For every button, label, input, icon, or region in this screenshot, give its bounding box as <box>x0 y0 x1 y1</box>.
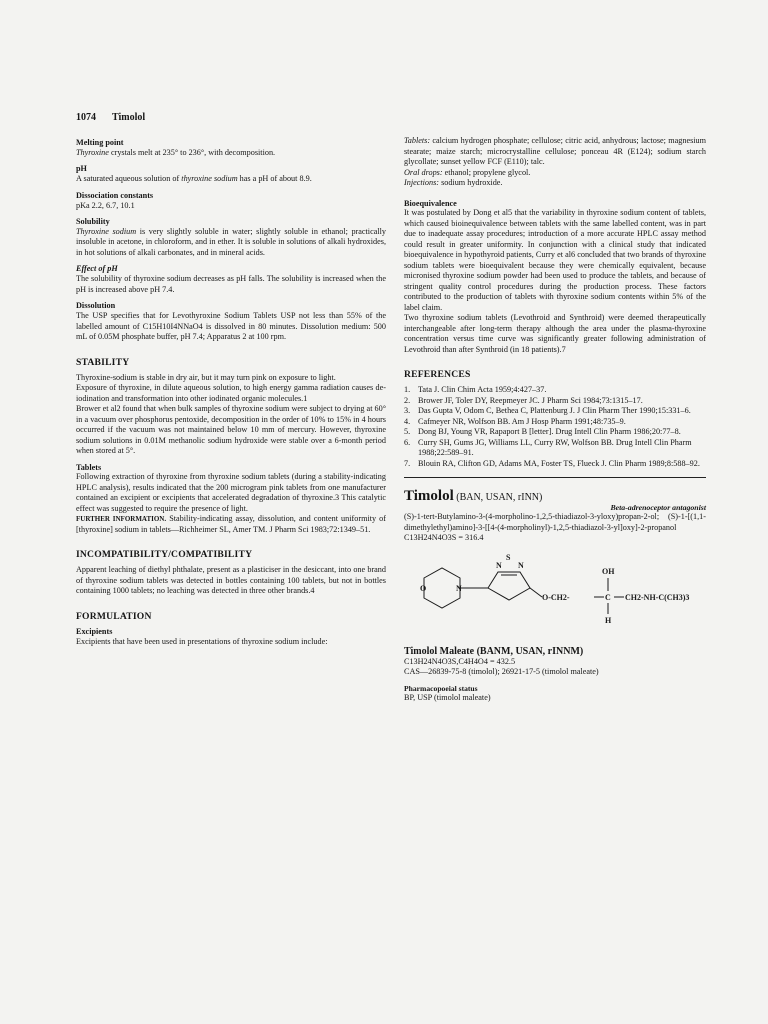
excipients-oral-drops: Oral drops: ethanol; propylene glycol. <box>404 167 531 177</box>
right-column <box>404 136 706 703</box>
excipients-injections: Injections: sodium hydroxide. <box>404 178 503 187</box>
solubility-text: Thyroxine sodium is very slightly soluble in water; slightly soluble in ethanol; practically insoluble in acetone, in chloroform, and in ether. It is soluble in solutions of alkali hydroxides, in hot solutions of alkali carbonates, and in mineral acids. <box>76 226 386 257</box>
stability-paragraph-2: Exposure of thyroxine, in dilute aqueous solution, to high energy gamma radiation causes de-iodination and transformation into other iodinated organic molecules.1 <box>76 383 386 403</box>
reference-item: 6. Curry SH, Gums JG, Williams LL, Curry RW, Wolfson BB. Drug Intell Clin Pharm 1988;22:589–91. <box>404 437 692 458</box>
label-chain-right: CH2-NH-C(CH3)3 <box>625 592 690 602</box>
left-column <box>76 138 386 647</box>
reference-item: 2. Brower JF, Toler DY, Reepmeyer JC. J Pharm Sci 1984;73:1315–17. <box>404 395 643 405</box>
label-c: C <box>605 592 611 602</box>
pharmacopoeial-heading: Pharmacopoeial status <box>404 683 478 693</box>
melting-heading: Melting point <box>76 138 124 147</box>
tablets-heading: Tablets <box>76 462 102 472</box>
stability-paragraph-3: Brower et al2 found that when bulk samples of thyroxine sodium were subject to drying at 60° in a vacuum over phosphorus pentoxide, decomposition in the order of 10% to 15% in 4 hours occurred if the vacuum was not maintained below 10 mm of mercury. However, thyroxine sodium solutions in 0.01M methanolic sodium hydroxide were stable over a 6-month period when stored at 5°. <box>76 404 386 456</box>
reference-item: 7. Blouin RA, Clifton GD, Adams MA, Foster TS, Flueck J. Clin Pharm 1989;8:588–92. <box>404 458 700 468</box>
monograph-title: Timolol (BAN, USAN, rINN) <box>404 488 543 505</box>
structure-diagram <box>404 548 704 640</box>
tablets-text: Following extraction of thyroxine from thyroxine sodium tablets (during a stability-indicating HPLC analysis), results indicated that the 200 microgram pink tablets from one manufacturer contained an excipient or excipients that accelerated degradation of thyroxine.3 This catalytic effect was suggested to require the presence of light. <box>76 472 386 513</box>
ph-heading: pH <box>76 164 87 174</box>
monograph-category: Beta-adrenoceptor antagonist <box>610 503 706 513</box>
excipients-text: Excipients that have been used in presentations of thyroxine sodium include: <box>76 636 328 646</box>
stability-paragraph-1: Thyroxine-sodium is stable in dry air, but it may turn pink on exposure to light. <box>76 372 336 382</box>
dissolution-text: The USP specifies that for Levothyroxine Sodium Tablets USP not less than 55% of the labelled amount of C15H10I4NNaO4 is dissolved in 80 minutes. Dissolution medium: 500 mL of 0.05M phosphate buffer, pH 7.4; Apparatus 2 at 100 rpm. <box>76 311 386 342</box>
dissociation-heading: Dissociation constants <box>76 190 154 200</box>
label-h: H <box>605 615 612 625</box>
excipients-heading: Excipients <box>76 626 113 636</box>
molecular-formula: C13H24N4O3S = 316.4 <box>404 533 484 543</box>
formulation-heading: FORMULATION <box>76 610 152 622</box>
stability-heading: STABILITY <box>76 356 130 368</box>
references-heading: REFERENCES <box>404 369 471 381</box>
label-chain-left: O-CH2- <box>542 592 570 602</box>
references-list <box>404 385 706 469</box>
salt-cas: CAS—26839-75-8 (timolol); 26921-17-5 (timolol maleate) <box>404 667 599 677</box>
reference-item: 1. Tata J. Clin Chim Acta 1959;4:427–37. <box>404 385 547 395</box>
dissolution-heading: Dissolution <box>76 301 116 311</box>
further-information: FURTHER INFORMATION. Stability-indicating assay, dissolution, and content uniformity of [thyroxine] sodium in tablets—Richheimer SL, Amer TM. J Pharm Sci 1983;72:1349–51. <box>76 514 386 534</box>
label-s: S <box>506 552 511 562</box>
dissociation-text: pKa 2.2, 6.7, 10.1 <box>76 200 135 210</box>
incompatibility-text: Apparent leaching of diethyl phthalate, present as a plasticiser in the desiccant, into one brand of thyroxine sodium tablets was detected in bottles containing 100 tablets, but not in bottles containing 1000 tablets; no leaching was detected in three other brands.4 <box>76 565 386 596</box>
label-n-right: N <box>518 560 524 570</box>
salt-title: Timolol Maleate (BANM, USAN, rINNM) <box>404 645 584 657</box>
thiadiazole-ring <box>488 572 530 600</box>
bioequivalence-heading: Bioequivalence <box>404 198 457 208</box>
page-number: 1074 <box>76 112 96 123</box>
reference-item: 3. Das Gupta V, Odom C, Bethea C, Plattenburg J. J Clin Pharm Ther 1990;15:331–6. <box>404 406 691 416</box>
salt-formula: C13H24N4O3S,C4H4O4 = 432.5 <box>404 656 516 666</box>
melting-text: Thyroxine crystals melt at 235° to 236°, with decomposition. <box>76 147 276 157</box>
reference-item: 5. Dong BJ, Young VR, Rapaport B [letter]. Drug Intell Clin Pharm 1986;20:77–8. <box>404 427 681 437</box>
running-title: Timolol <box>112 112 146 123</box>
section-divider <box>404 477 706 478</box>
incompatibility-heading: INCOMPATIBILITY/COMPATIBILITY <box>76 549 253 561</box>
label-oh: OH <box>602 566 615 576</box>
effect-ph-heading: Effect of pH <box>76 264 118 274</box>
reference-item: 4. Cafmeyer NR, Wolfson BB. Am J Hosp Pharm 1991;48:735–9. <box>404 416 626 426</box>
ph-text: A saturated aqueous solution of thyroxine sodium has a pH of about 8.9. <box>76 174 312 184</box>
chemical-name: (S)-1-tert-Butylamino-3-(4-morpholino-1,2,5-thiadiazol-3-yloxy)propan-2-ol; (S)-1-[(1,1-dimethylethyl)amino]-3-[[4-(4-morpholinyl)-1,2,5-thiadiazol-3-yl]oxy]-2-propanol <box>404 512 706 532</box>
chemical-structure <box>404 548 706 640</box>
running-header <box>76 112 145 123</box>
effect-ph-text: The solubility of thyroxine sodium decreases as pH falls. The solubility is increased when the pH is increased above pH 7.4. <box>76 274 386 294</box>
morpholine-ring <box>424 568 460 608</box>
label-n-morph: N <box>456 583 462 593</box>
bioequivalence-paragraph-2: Two thyroxine sodium tablets (Levothroid and Synthroid) were deemed therapeutically interchangeable after long-term therapy although the area under the plasma-thyroxine concentration versus time curve was significantly greater following administration of Levothroid than after Synthroid (in 18 patients).7 <box>404 313 706 354</box>
pharmacopoeial-text: BP, USP (timolol maleate) <box>404 692 491 702</box>
solubility-heading: Solubility <box>76 217 110 227</box>
excipients-tablets: Tablets: calcium hydrogen phosphate; cellulose; citric acid, anhydrous; lactose; magnesium stearate; maize starch; microcrystalline cellulose; ponceau 4R (E124); sodium starch glycollate; sunset yellow FCF (E110); talc. <box>404 136 706 166</box>
bioequivalence-paragraph-1: It was postulated by Dong et al5 that the variability in thyroxine sodium content of tablets, which caused bioinequivalence between tablets with the same labelled content, was in part due to inadequate assay procedures; introduction of a more accurate HPLC assay method could result in greater uniformity. In conjunction with a clinical study that indicated bioequivalence in hypothyroid patients, Curry et al6 concluded that two brands of thyroxine sodium tablets were bioequivalent because they were chemically equivalent, because micronised thyroxine sodium powder had been used to produce the tablets, and because of stringent quality control procedures during the production process. These factors contributed to the production of tablets with thyroxine sodium contents within 5% of the label claim. <box>404 208 706 312</box>
label-o-morph: O <box>420 583 427 593</box>
label-n-top: N <box>496 560 502 570</box>
